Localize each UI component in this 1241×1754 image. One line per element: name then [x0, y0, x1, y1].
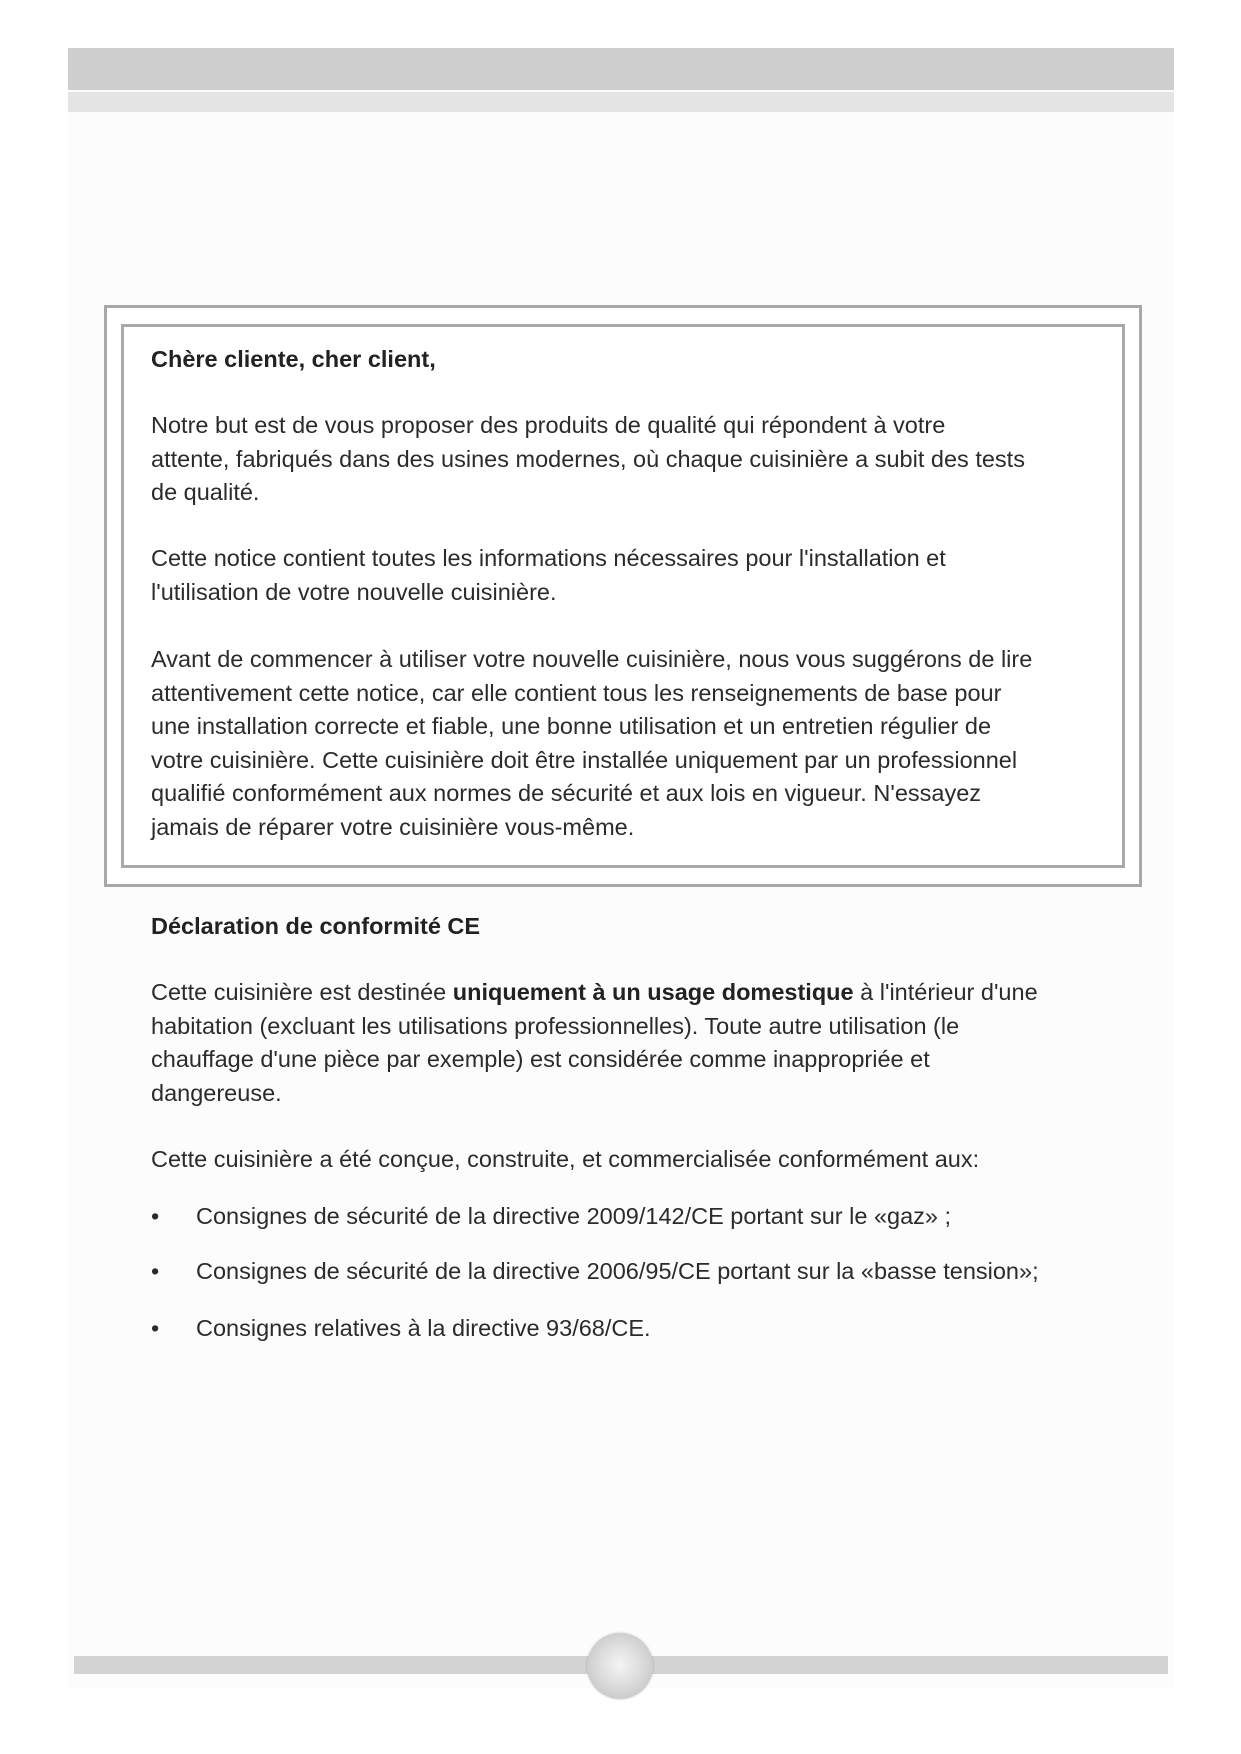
- text-line: chauffage d'une pièce par exemple) est considérée comme inappropriée et: [151, 1046, 930, 1072]
- page-number-circle: [587, 1633, 653, 1699]
- intro-text-start: Cette cuisinière est destinée: [151, 979, 453, 1005]
- intro-bold-text: uniquement à un usage domestique: [452, 979, 854, 1005]
- list-item: [151, 1312, 651, 1345]
- welcome-paragraph-2: [151, 542, 946, 609]
- text-line: attente, fabriqués dans des usines modernes, où chaque cuisinière a subit des tests: [151, 445, 1025, 472]
- header-bar-shadow: [68, 92, 1174, 112]
- bullet-icon: •: [151, 1258, 160, 1284]
- intro-text-end: à l'intérieur d'une: [853, 979, 1038, 1005]
- declaration-intro: [151, 976, 1038, 1110]
- text-line: habitation (excluant les utilisations professionnelles). Toute autre utilisation (le: [151, 1012, 960, 1039]
- declaration-heading: Déclaration de conformité CE: [151, 913, 481, 939]
- bullet-icon: •: [151, 1315, 160, 1341]
- text-line: Avant de commencer à utiliser votre nouvelle cuisinière, nous vous suggérons de lire: [151, 646, 1033, 672]
- text-line: Notre but est de vous proposer des produits de qualité qui répondent à votre: [151, 412, 946, 438]
- text-line: votre cuisinière. Cette cuisinière doit être installée uniquement par un professionnel: [151, 746, 1018, 773]
- text-line: attentivement cette notice, car elle contient tous les renseignements de base pour: [151, 679, 1002, 706]
- list-item-text: Consignes de sécurité de la directive 2009/142/CE portant sur le «gaz» ;: [196, 1203, 952, 1229]
- text-line: l'utilisation de votre nouvelle cuisinière.: [151, 578, 557, 605]
- list-item-text: Consignes relatives à la directive 93/68/CE.: [196, 1315, 651, 1341]
- text-line: de qualité.: [151, 479, 260, 505]
- list-item-text: Consignes de sécurité de la directive 2006/95/CE portant sur la «basse tension»;: [196, 1258, 1039, 1284]
- text-line: jamais de réparer votre cuisinière vous-même.: [151, 813, 635, 840]
- header-bar: [68, 48, 1174, 90]
- welcome-paragraph-3: [151, 643, 1032, 844]
- list-item: [151, 1255, 1039, 1288]
- conformity-sentence: Cette cuisinière a été conçue, construite, et commercialisée conformément aux:: [151, 1146, 980, 1172]
- welcome-greeting: Chère cliente, cher client,: [151, 346, 436, 372]
- list-item: [151, 1200, 951, 1233]
- bullet-icon: •: [151, 1203, 160, 1229]
- text-line: dangereuse.: [151, 1079, 282, 1106]
- text-line: qualifié conformément aux normes de sécurité et aux lois en vigueur. N'essayez: [151, 780, 982, 806]
- welcome-paragraph-1: [151, 409, 1025, 510]
- text-line: une installation correcte et fiable, une bonne utilisation et un entretien régulier de: [151, 713, 992, 739]
- text-line: [151, 976, 1038, 1010]
- text-line: Cette notice contient toutes les informations nécessaires pour l'installation et: [151, 545, 946, 571]
